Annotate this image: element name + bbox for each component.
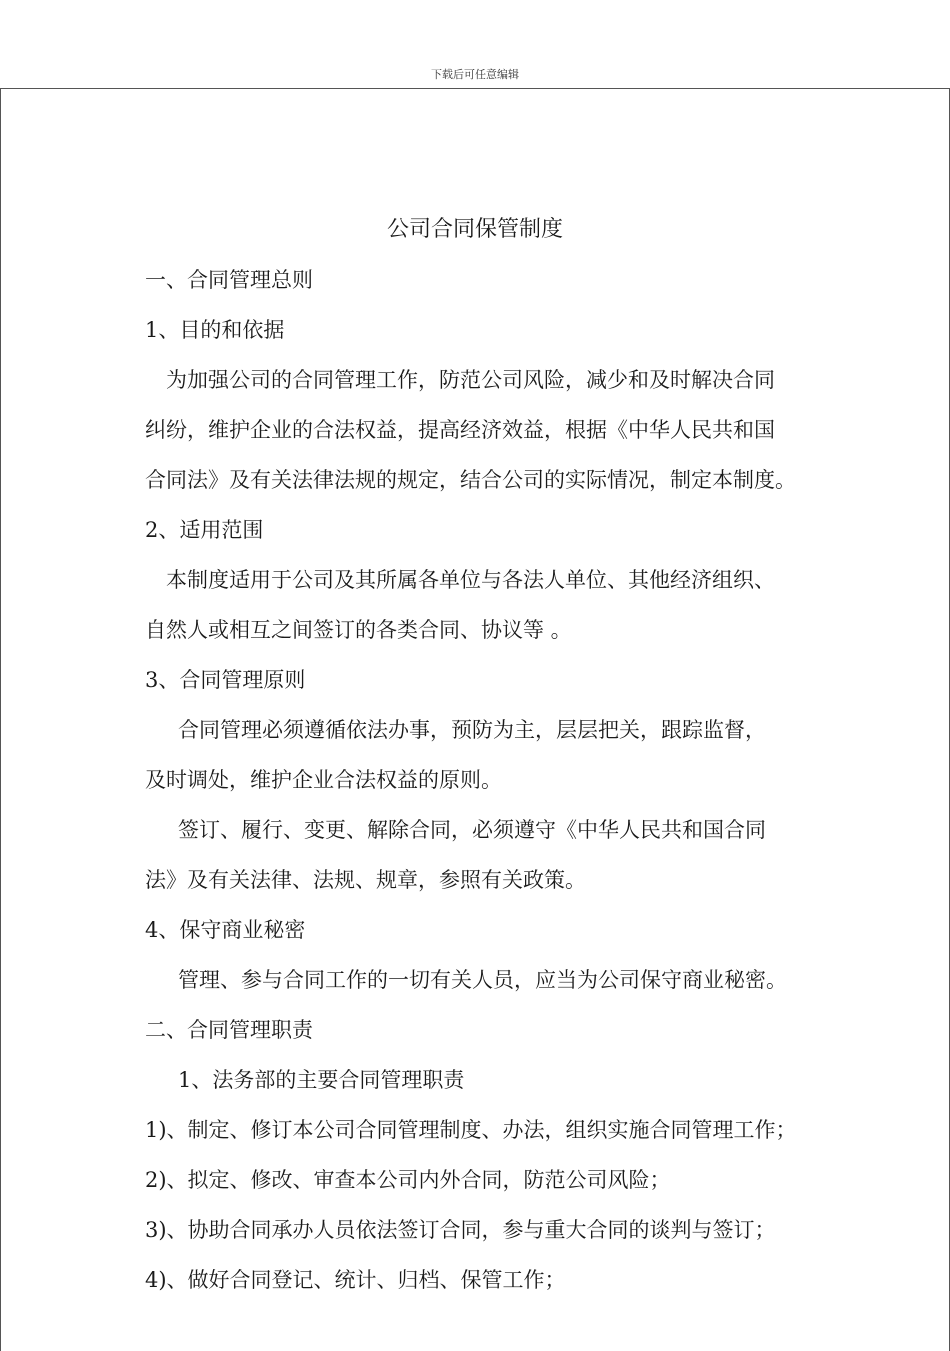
list-item: 2)、拟定、修改、审查本公司内外合同，防范公司风险； (145, 1168, 671, 1192)
paragraph-line: 签订、履行、变更、解除合同，必须遵守《中华人民共和国合同 (178, 818, 766, 842)
subsection-heading-legal-duties: 1、法务部的主要合同管理职责 (178, 1068, 465, 1092)
paragraph-line: 法》及有关法律、法规、规章，参照有关政策。 (145, 868, 586, 892)
paragraph-line: 管理、参与合同工作的一切有关人员，应当为公司保守商业秘密。 (178, 968, 787, 992)
header-note: 下载后可任意编辑 (431, 68, 519, 81)
section-heading-duties: 二、合同管理职责 (145, 1018, 313, 1042)
list-item: 4)、做好合同登记、统计、归档、保管工作； (145, 1268, 566, 1292)
paragraph-line: 合同管理必须遵循依法办事，预防为主，层层把关，跟踪监督， (178, 718, 766, 742)
subsection-heading-scope: 2、适用范围 (145, 518, 264, 542)
subsection-heading-principles: 3、合同管理原则 (145, 668, 306, 692)
subsection-heading-confidentiality: 4、保守商业秘密 (145, 918, 306, 942)
document-title: 公司合同保管制度 (386, 217, 563, 242)
paragraph-line: 本制度适用于公司及其所属各单位与各法人单位、其他经济组织、 (166, 568, 775, 592)
paragraph-line: 自然人或相互之间签订的各类合同、协议等 。 (145, 618, 572, 642)
paragraph-line: 及时调处，维护企业合法权益的原则。 (145, 768, 502, 792)
list-item: 1)、制定、修订本公司合同管理制度、办法，组织实施合同管理工作； (145, 1118, 797, 1142)
paragraph-line: 合同法》及有关法律法规的规定，结合公司的实际情况，制定本制度。 (145, 468, 796, 492)
paragraph-line: 纠纷，维护企业的合法权益，提高经济效益，根据《中华人民共和国 (145, 418, 775, 442)
subsection-heading-purpose: 1、目的和依据 (145, 318, 285, 342)
list-item: 3)、协助合同承办人员依法签订合同，参与重大合同的谈判与签订； (145, 1218, 776, 1242)
section-heading-general: 一、合同管理总则 (145, 268, 313, 292)
paragraph-line: 为加强公司的合同管理工作，防范公司风险，减少和及时解决合同 (166, 368, 775, 392)
